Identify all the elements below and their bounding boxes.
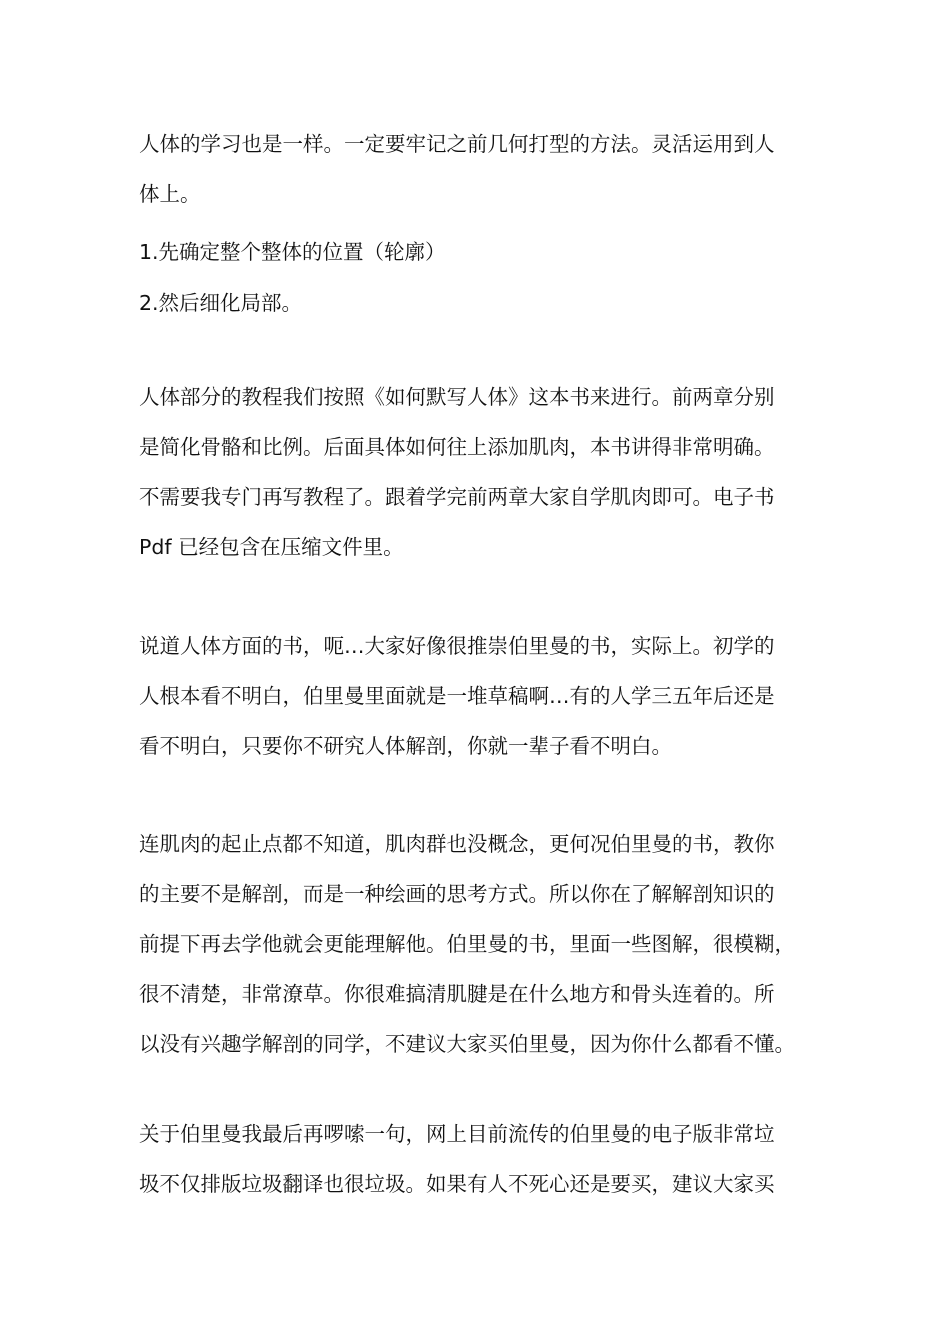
text-line: 的主要不是解剖，而是一种绘画的思考方式。所以你在了解解剖知识的 <box>139 882 775 906</box>
text-line: 关于伯里曼我最后再啰嗦一句，网上目前流传的伯里曼的电子版非常垃 <box>139 1122 775 1146</box>
text-line: 不需要我专门再写教程了。跟着学完前两章大家自学肌肉即可。电子书 <box>139 485 775 509</box>
list-item: 2.然后细化局部。 <box>139 291 303 315</box>
text-line: 人体的学习也是一样。一定要牢记之前几何打型的方法。灵活运用到人 <box>139 132 775 156</box>
text-line: 体上。 <box>139 182 201 206</box>
text-line: 前提下再去学他就会更能理解他。伯里曼的书，里面一些图解，很模糊， <box>139 932 795 956</box>
text-line: 圾不仅排版垃圾翻译也很垃圾。如果有人不死心还是要买，建议大家买 <box>139 1172 775 1196</box>
text-line: 很不清楚，非常潦草。你很难搞清肌腱是在什么地方和骨头连着的。所 <box>139 982 775 1006</box>
text-line: 人体部分的教程我们按照《如何默写人体》这本书来进行。前两章分别 <box>139 385 775 409</box>
text-line: 人根本看不明白，伯里曼里面就是一堆草稿啊…有的人学三五年后还是 <box>139 684 775 708</box>
text-line: 看不明白，只要你不研究人体解剖，你就一辈子看不明白。 <box>139 734 672 758</box>
text-line: 是简化骨骼和比例。后面具体如何往上添加肌肉，本书讲得非常明确。 <box>139 435 775 459</box>
text-line: 连肌肉的起止点都不知道，肌肉群也没概念，更何况伯里曼的书，教你 <box>139 832 775 856</box>
text-line: 说道人体方面的书，呃…大家好像很推崇伯里曼的书，实际上。初学的 <box>139 634 775 658</box>
list-item: 1.先确定整个整体的位置（轮廓） <box>139 240 446 264</box>
text-line: 以没有兴趣学解剖的同学，不建议大家买伯里曼，因为你什么都看不懂。 <box>139 1032 795 1056</box>
text-line: Pdf 已经包含在压缩文件里。 <box>139 535 404 559</box>
